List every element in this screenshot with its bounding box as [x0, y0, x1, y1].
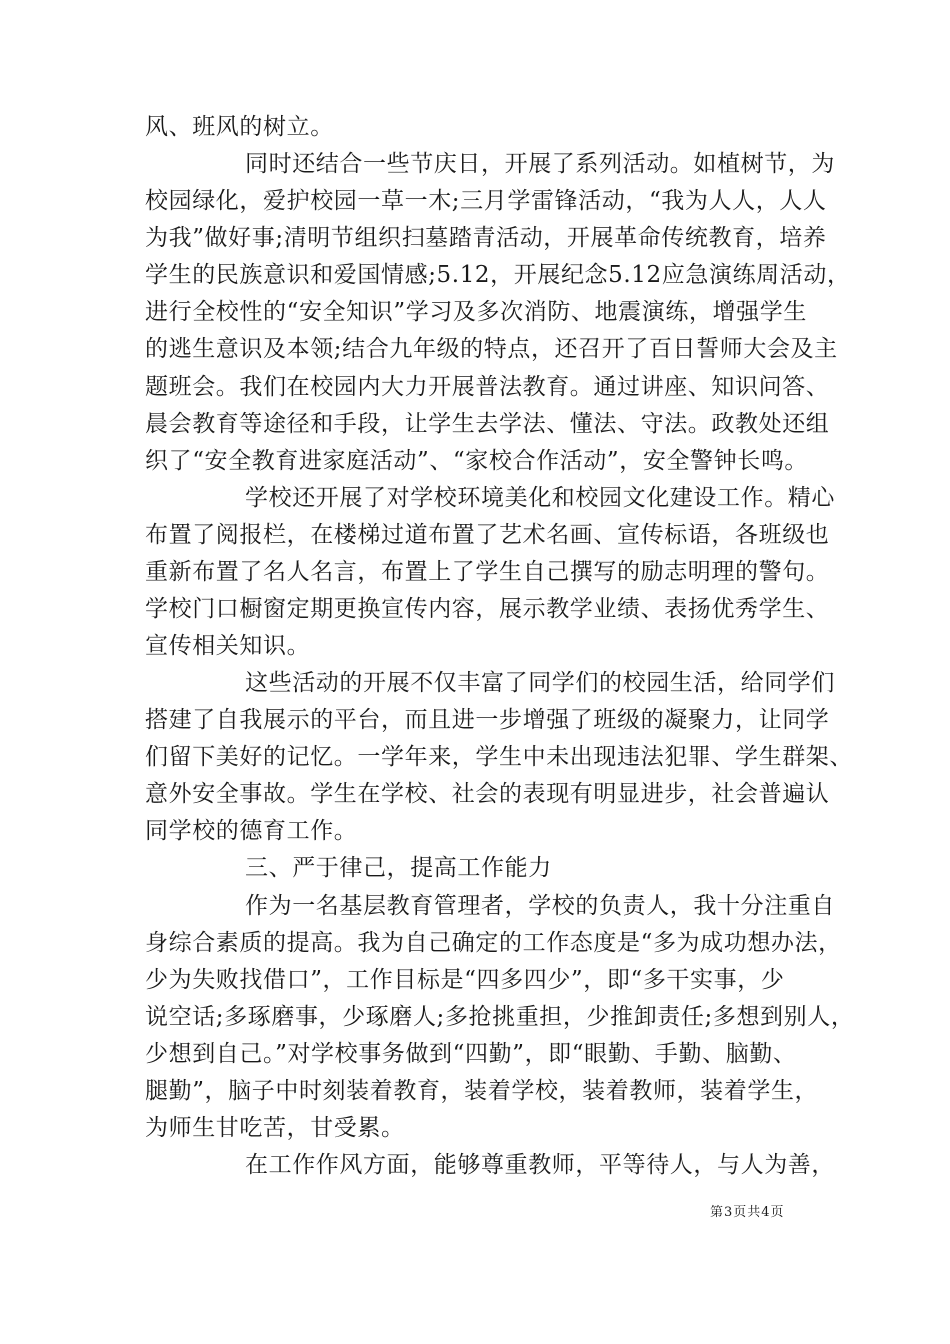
text-line: 宣传相关知识。: [145, 633, 311, 659]
text-line: 学校门口橱窗定期更换宣传内容，展示教学业绩、表扬优秀学生、: [145, 596, 830, 622]
text-line: 进行全校性的“安全知识”学习及多次消防、地震演练，增强学生: [145, 299, 807, 325]
text-line: 重新布置了名人名言，布置上了学生自己撰写的励志明理的警句。: [145, 559, 830, 585]
text-line: 身综合素质的提高。我为自己确定的工作态度是“多为成功想办法，: [145, 930, 842, 956]
text-line: 学生的民族意识和爱国情感;5.12，开展纪念5.12应急演练周活动，: [145, 262, 851, 288]
text-line: 织了“安全教育进家庭活动”、“家校合作活动”，安全警钟长鸣。: [145, 448, 809, 474]
text-line: 同时还结合一些节庆日，开展了系列活动。如植树节，为: [245, 151, 835, 177]
text-line: 在工作作风方面，能够尊重教师，平等待人，与人为善，: [245, 1152, 835, 1178]
text-line: 为师生甘吃苦，甘受累。: [145, 1115, 405, 1141]
section-heading: 三、严于律己，提高工作能力: [245, 855, 552, 881]
text-line: 晨会教育等途径和手段，让学生去学法、懂法、守法。政教处还组: [145, 411, 830, 437]
text-line: 作为一名基层教育管理者，学校的负责人，我十分注重自: [245, 893, 835, 919]
text-line: 为我”做好事;清明节组织扫墓踏青活动，开展革命传统教育，培养: [145, 225, 827, 251]
text-line: 学校还开展了对学校环境美化和校园文化建设工作。精心: [245, 485, 835, 511]
text-line: 少想到自己。”对学校事务做到“四勤”，即“眼勤、手勤、脑勤、: [145, 1041, 797, 1067]
text-line: 这些活动的开展不仅丰富了同学们的校园生活，给同学们: [245, 670, 835, 696]
text-line: 们留下美好的记忆。一学年来，学生中未出现违法犯罪、学生群架、: [145, 744, 853, 770]
text-line: 说空话;多琢磨事，少琢磨人;多抢挑重担，少推卸责任;多想到别人，: [145, 1004, 855, 1030]
text-line: 搭建了自我展示的平台，而且进一步增强了班级的凝聚力，让同学: [145, 707, 830, 733]
page-number-footer: 第3页共4页: [710, 1205, 785, 1220]
text-line: 题班会。我们在校园内大力开展普法教育。通过讲座、知识问答、: [145, 374, 830, 400]
text-line: 同学校的德育工作。: [145, 818, 358, 844]
text-line: 校园绿化，爱护校园一草一木;三月学雷锋活动，“我为人人，人人: [145, 188, 827, 214]
text-line: 腿勤”，脑子中时刻装着教育，装着学校，装着教师，装着学生，: [145, 1078, 819, 1104]
text-line: 的逃生意识及本领;结合九年级的特点，还召开了百日誓师大会及主: [145, 336, 838, 362]
text-line: 意外安全事故。学生在学校、社会的表现有明显进步，社会普遍认: [145, 781, 830, 807]
text-line: 风、班风的树立。: [145, 114, 334, 140]
text-line: 布置了阅报栏，在楼梯过道布置了艺术名画、宣传标语，各班级也: [145, 522, 830, 548]
text-line: 少为失败找借口”，工作目标是“四多四少”，即“多干实事，少: [145, 967, 785, 993]
